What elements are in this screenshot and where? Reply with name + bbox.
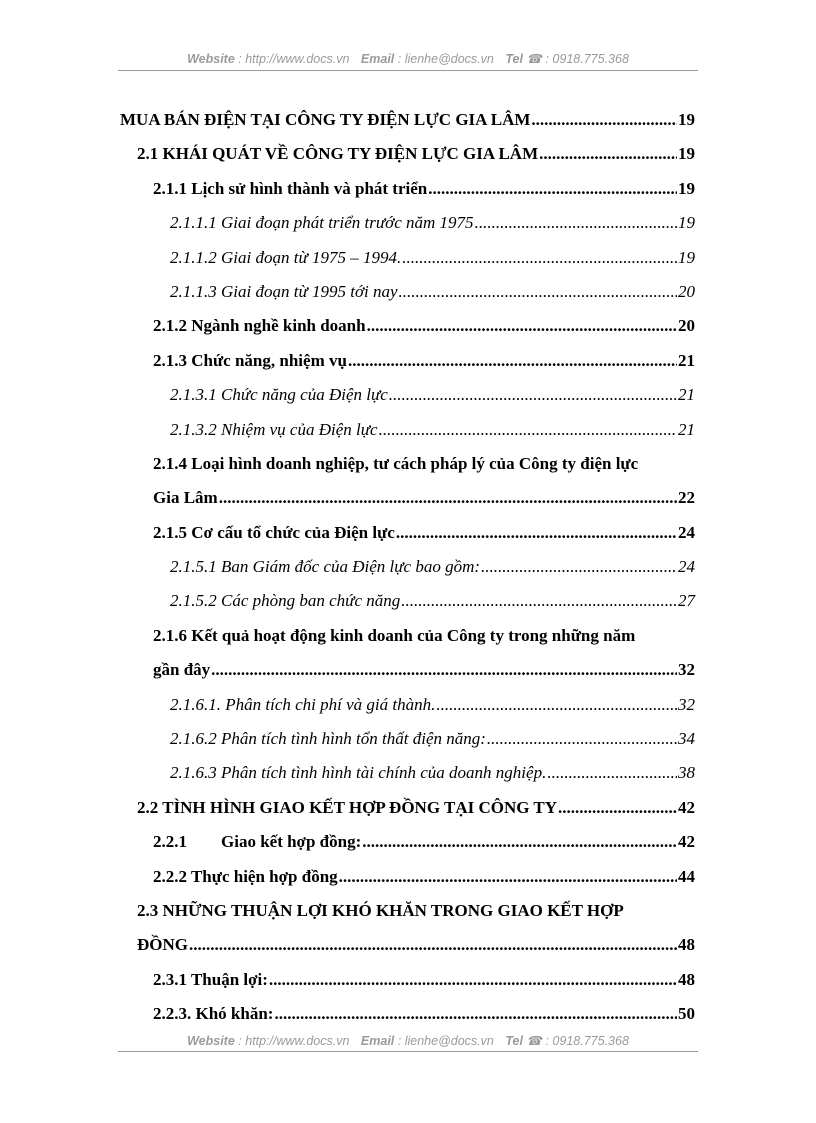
toc-entry-page: 24 xyxy=(678,522,695,542)
toc-entry[interactable] xyxy=(0,584,816,618)
toc-entry-page: 42 xyxy=(678,832,695,852)
toc-entry-continued[interactable] xyxy=(0,481,816,515)
footer-rule xyxy=(118,1051,698,1052)
header-tel-value: : 0918.775.368 xyxy=(545,52,629,66)
toc-entry[interactable] xyxy=(0,413,816,447)
footer-tel-label: Tel xyxy=(505,1034,523,1048)
toc-entry-page: 19 xyxy=(678,178,695,198)
toc-entry-title: 2.1 KHÁI QUÁT VỀ CÔNG TY ĐIỆN LỰC GIA LÂM xyxy=(137,144,539,164)
toc-entry-page: 38 xyxy=(678,763,695,783)
toc-entry-page: 34 xyxy=(678,729,695,749)
toc-entry[interactable] xyxy=(0,172,816,206)
toc-entry-page: 27 xyxy=(678,591,695,611)
toc-entry-title: 2.2.1 Giao kết hợp đồng: xyxy=(153,832,362,852)
header-tel-label: Tel xyxy=(505,52,523,66)
table-of-contents xyxy=(0,103,816,1032)
toc-entry-title: 2.2.2 Thực hiện hợp đồng xyxy=(153,866,338,886)
toc-entry-page: 32 xyxy=(678,694,695,714)
toc-entry[interactable] xyxy=(0,722,816,756)
toc-entry[interactable] xyxy=(0,688,816,722)
toc-entry[interactable] xyxy=(0,344,816,378)
toc-entry[interactable] xyxy=(0,825,816,859)
toc-entry[interactable] xyxy=(0,756,816,790)
toc-entry-title: 2.1.6.3 Phân tích tình hình tài chính của doanh nghiệp. xyxy=(170,763,547,783)
page-header xyxy=(118,51,698,66)
toc-entry-page: 44 xyxy=(678,866,695,886)
toc-entry-title: 2.1.3.2 Nhiệm vụ của Điện lực xyxy=(170,419,378,439)
toc-entry[interactable] xyxy=(0,997,816,1031)
toc-entry-title: 2.3 NHỮNG THUẬN LỢI KHÓ KHĂN TRONG GIAO KẾT HỢP xyxy=(137,900,624,920)
toc-entry-page: 48 xyxy=(678,935,695,955)
toc-entry-title-continued: Gia Lâm xyxy=(153,488,218,508)
toc-entry-page: 19 xyxy=(678,247,695,267)
toc-entry[interactable] xyxy=(0,860,816,894)
toc-entry-page: 22 xyxy=(678,488,695,508)
toc-entry-page: 24 xyxy=(678,557,695,577)
toc-entry[interactable] xyxy=(0,137,816,171)
toc-entry-title: 2.1.3.1 Chức năng của Điện lực xyxy=(170,385,388,405)
toc-entry-title: 2.1.1.2 Giai đoạn từ 1975 – 1994. xyxy=(170,247,402,267)
toc-entry-title: 2.1.1 Lịch sử hình thành và phát triển xyxy=(153,178,428,198)
footer-website-value: : http://www.docs.vn xyxy=(238,1034,350,1048)
toc-entry[interactable] xyxy=(0,619,816,653)
toc-entry[interactable] xyxy=(0,894,816,928)
header-email-label: Email xyxy=(360,52,395,66)
toc-entry-page: 50 xyxy=(678,1004,695,1024)
toc-entry-title: 2.1.6.2 Phân tích tình hình tổn thất điện năng: xyxy=(170,729,486,749)
toc-entry-title: 2.1.5.1 Ban Giám đốc của Điện lực bao gồm: xyxy=(170,557,481,577)
toc-entry-page: 42 xyxy=(678,797,695,817)
phone-icon: ☎ xyxy=(526,1034,542,1048)
toc-entry[interactable] xyxy=(0,206,816,240)
toc-entry[interactable] xyxy=(0,550,816,584)
toc-entry[interactable] xyxy=(0,103,816,137)
toc-entry-title: 2.1.2 Ngành nghề kinh doanh xyxy=(153,316,366,336)
toc-entry-page: 20 xyxy=(678,316,695,336)
toc-entry-page: 21 xyxy=(678,419,695,439)
toc-entry-page: 32 xyxy=(678,660,695,680)
toc-entry-page: 19 xyxy=(678,213,695,233)
toc-entry-title-continued: ĐỒNG xyxy=(137,935,188,955)
toc-entry-title: 2.1.6.1. Phân tích chi phí và giá thành. xyxy=(170,694,436,714)
toc-entry-page: 19 xyxy=(678,144,695,164)
toc-entry[interactable] xyxy=(0,447,816,481)
toc-entry-page: 21 xyxy=(678,350,695,370)
toc-entry[interactable] xyxy=(0,309,816,343)
header-rule xyxy=(118,70,698,71)
toc-entry[interactable] xyxy=(0,516,816,550)
phone-icon: ☎ xyxy=(526,52,542,66)
toc-entry-title: 2.1.1.1 Giai đoạn phát triển trước năm 1975 xyxy=(170,213,474,233)
footer-tel-value: : 0918.775.368 xyxy=(545,1034,629,1048)
toc-entry[interactable] xyxy=(0,791,816,825)
footer-email-value: : lienhe@docs.vn xyxy=(397,1034,494,1048)
toc-entry-page: 48 xyxy=(678,969,695,989)
toc-entry-title: MUA BÁN ĐIỆN TẠI CÔNG TY ĐIỆN LỰC GIA LÂM xyxy=(120,110,531,129)
footer-website-label: Website xyxy=(187,1034,235,1048)
toc-entry-title-continued: gần đây xyxy=(153,660,211,680)
toc-entry[interactable] xyxy=(0,275,816,309)
toc-entry-title: 2.1.3 Chức năng, nhiệm vụ xyxy=(153,350,347,370)
footer-email-label: Email xyxy=(360,1034,395,1048)
toc-entry-page: 21 xyxy=(678,385,695,405)
toc-entry-title: 2.1.6 Kết quả hoạt động kinh doanh của Công ty trong những năm xyxy=(153,625,636,645)
toc-entry-title: 2.2.3. Khó khăn: xyxy=(153,1004,274,1024)
toc-entry-page: 19 xyxy=(678,110,695,129)
header-website-value: : http://www.docs.vn xyxy=(238,52,350,66)
toc-entry-title: 2.3.1 Thuận lợi: xyxy=(153,969,268,989)
toc-entry-title: 2.1.4 Loại hình doanh nghiệp, tư cách pháp lý của Công ty điện lực xyxy=(153,453,639,473)
toc-entry-title: 2.2 TÌNH HÌNH GIAO KẾT HỢP ĐỒNG TẠI CÔNG TY xyxy=(137,797,558,817)
toc-entry[interactable] xyxy=(0,963,816,997)
toc-entry-title: 2.1.5 Cơ cấu tổ chức của Điện lực xyxy=(153,522,395,542)
page-footer xyxy=(118,1033,698,1048)
header-email-value: : lienhe@docs.vn xyxy=(397,52,494,66)
toc-entry-title: 2.1.1.3 Giai đoạn từ 1995 tới nay xyxy=(170,281,398,301)
toc-entry[interactable] xyxy=(0,241,816,275)
toc-entry-continued[interactable] xyxy=(0,928,816,962)
header-website-label: Website xyxy=(187,52,235,66)
toc-entry-continued[interactable] xyxy=(0,653,816,687)
toc-entry-title: 2.1.5.2 Các phòng ban chức năng xyxy=(170,591,401,611)
toc-entry-page: 20 xyxy=(678,281,695,301)
toc-entry[interactable] xyxy=(0,378,816,412)
